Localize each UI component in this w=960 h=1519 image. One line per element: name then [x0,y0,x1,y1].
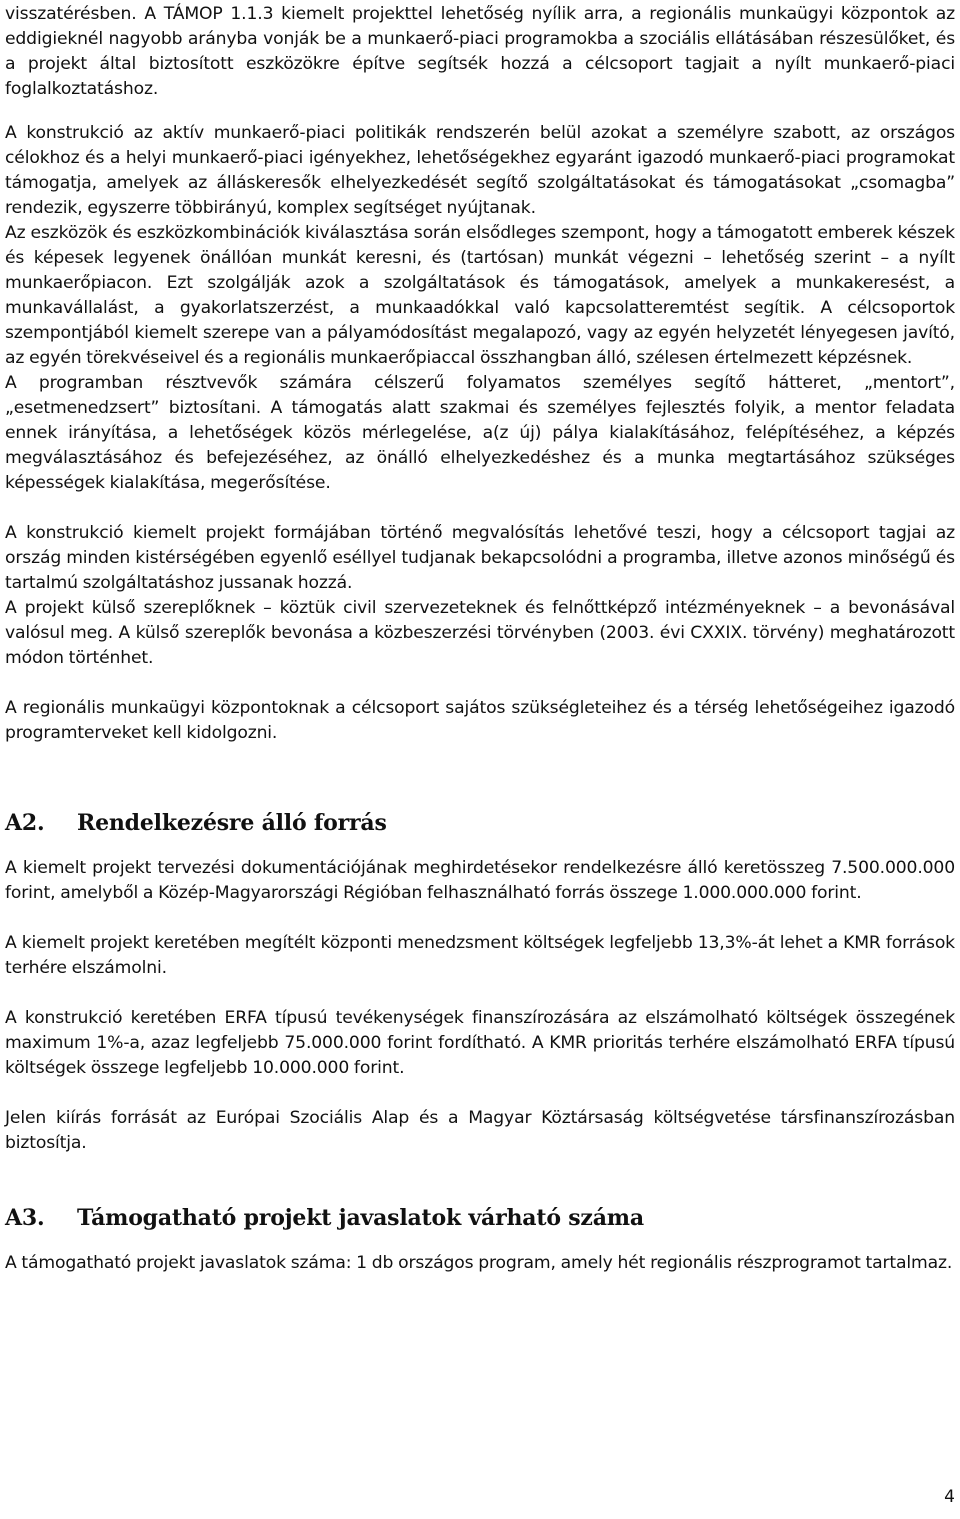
body-paragraph: A konstrukció keretében ERFA típusú tevékenységek finanszírozására az elszámolható költségek összegének maximum 1%-a, azaz legfeljebb 75.000.000 forint fordítható. A KMR prioritás terhére elszámolható ERFA típusú költségek összege legfeljebb 10.000.000 forint. [5,1008,955,1078]
section-number: A3. [5,1205,45,1231]
body-paragraph: visszatérésben. A TÁMOP 1.1.3 kiemelt projekttel lehetőség nyílik arra, a regionális munkaügyi központok az eddigieknél nagyobb arányba vonják be a munkaerő-piaci programokba a szociális ellátásában részesülőket, és a projekt által biztosított eszközökre építve segítsék hozzá a célcsoport tagjait a nyílt munkaerő-piaci foglalkoztatáshoz. [5,4,955,99]
body-paragraph: Az eszközök és eszközkombinációk kiválasztása során elsődleges szempont, hogy a támogatott emberek készek és képesek legyenek önállóan munkát keresni, és (tartósan) munkát végezni – lehetőség szerint – a nyílt munkaerőpiacon. Ezt szolgálják azok a szolgáltatások és támogatások, amelyek a munkakeresést, a munkavállalást, a gyakorlatszerzést, a munkaadókkal való kapcsolatteremtést segítik. A célcsoportok szempontjából kiemelt szerepe van a pályamódosítást megalapozó, vagy az egyén helyzetét lényegesen javító, az egyén törekvéseivel és a regionális munkaerőpiaccal összhangban álló, szélesen értelmezett képzésnek. [5,223,955,368]
body-paragraph: Jelen kiírás forrását az Európai Szociális Alap és a Magyar Köztársaság költségvetése társfinanszírozásban biztosítja. [5,1108,955,1153]
section-heading-a3 [5,1203,955,1233]
section-title: Támogatható projekt javaslatok várható száma [77,1205,644,1231]
section-title: Rendelkezésre álló forrás [77,810,387,836]
body-paragraph: A regionális munkaügyi központoknak a célcsoport sajátos szükségleteihez és a térség lehetőségeihez igazodó programterveket kell kidolgozni. [5,698,955,743]
body-paragraph: A projekt külső szereplőknek – köztük civil szervezeteknek és felnőttképző intézményeknek – a bevonásával valósul meg. A külső szereplők bevonása a közbeszerzési törvényben (2003. évi CXXIX. törvény) meghatározott módon történhet. [5,598,955,668]
section-number: A2. [5,810,45,836]
page-number: 4 [944,1487,955,1507]
body-paragraph: A támogatható projekt javaslatok száma: 1 db országos program, amely hét regionális részprogramot tartalmaz. [5,1253,953,1273]
body-paragraph: A konstrukció kiemelt projekt formájában történő megvalósítás lehetővé teszi, hogy a célcsoport tagjai az ország minden kistérségében egyenlő eséllyel tudjanak bekapcsolódni a programba, illetve azonos minőségű és tartalmú szolgáltatáshoz jussanak hozzá. [5,523,955,593]
body-paragraph: A kiemelt projekt keretében megítélt központi menedzsment költségek legfeljebb 13,3%-át lehet a KMR források terhére elszámolni. [5,933,955,978]
body-paragraph: A konstrukció az aktív munkaerő-piaci politikák rendszerén belül azokat a személyre szabott, az országos célokhoz és a helyi munkaerő-piaci igényekhez, lehetőségekhez egyaránt igazodó munkaerő-piaci programokat támogatja, amelyek az álláskeresők elhelyezkedését segítő szolgáltatásokat és támogatásokat „csomagba” rendezik, egyszerre többirányú, komplex segítséget nyújtanak. [5,123,955,218]
document-page [5,0,955,1276]
body-paragraph: A programban résztvevők számára célszerű folyamatos személyes segítő hátteret, „mentort”, „esetmenedzsert” biztosítani. A támogatás alatt szakmai és személyes fejlesztés folyik, a mentor feladata ennek irányítása, a lehetőségek közös mérlegelése, a(z új) pálya kialakításához, felépítéséhez, a képzés megválasztásához és befejezéséhez, az önálló elhelyezkedéshez és a munka megtartásához szükséges képességek kialakítása, megerősítése. [5,373,955,493]
section-heading-a2 [5,808,955,838]
body-paragraph: A kiemelt projekt tervezési dokumentációjának meghirdetésekor rendelkezésre álló keretösszeg 7.500.000.000 forint, amelyből a Közép-Magyarországi Régióban felhasználható forrás összege 1.000.000.000 forint. [5,858,955,903]
